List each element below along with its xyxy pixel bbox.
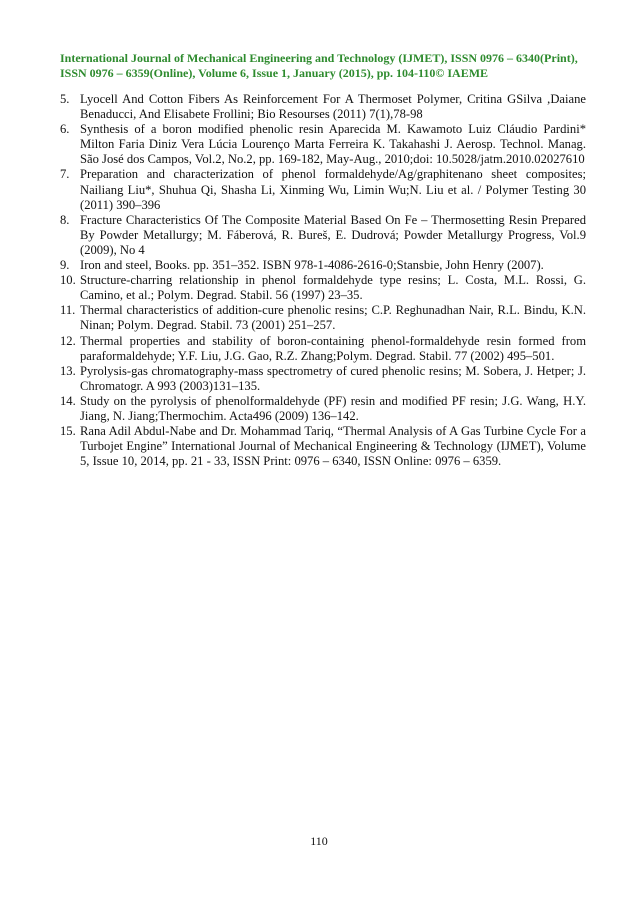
reference-item [60, 213, 586, 258]
reference-number: 10. [60, 273, 76, 288]
reference-text: Fracture Characteristics Of The Composite Material Based On Fe – Thermosetting Resin Prepared By Powder Metallurgy; M. Fáberová, R. Bureš, E. Dudrová; Powder Metallurgy Progress, Vol.9 (2009), No 4 [80, 212, 586, 257]
reference-text: Structure-charring relationship in phenol formaldehyde type resins; L. Costa, M.L. Rossi, G. Camino, et al.; Polym. Degrad. Stabil. 56 (1997) 23–35. [80, 273, 586, 303]
reference-number: 13. [60, 363, 76, 378]
journal-header-line-2: ISSN 0976 – 6359(Online), Volume 6, Issue 1, January (2015), pp. 104-110© IAEME [60, 66, 489, 80]
reference-list [60, 92, 586, 469]
reference-text: Lyocell And Cotton Fibers As Reinforcement For A Thermoset Polymer, Critina GSilva ,Daiane Benaducci, And Elisabete Frollini; Bio Resourses (2011) 7(1),78-98 [80, 92, 586, 122]
reference-text: Thermal properties and stability of boron-containing phenol-formaldehyde resin formed from paraformaldehyde; Y.F. Liu, J.G. Gao, R.Z. Zhang;Polym. Degrad. Stabil. 77 (2002) 495–501. [80, 333, 586, 363]
journal-header-line-1: International Journal of Mechanical Engineering and Technology (IJMET), ISSN 0976 – 6340(Print), [60, 51, 578, 65]
reference-item [60, 273, 586, 303]
reference-item [60, 258, 586, 273]
reference-number: 6. [60, 122, 70, 137]
reference-item [60, 424, 586, 469]
journal-header [60, 51, 586, 81]
reference-number: 15. [60, 424, 76, 439]
reference-number: 5. [60, 92, 70, 106]
reference-number: 11. [60, 303, 76, 318]
reference-number: 8. [60, 212, 70, 227]
page-number: 110 [310, 834, 328, 848]
reference-item [60, 122, 586, 167]
reference-text: Rana Adil Abdul-Nabe and Dr. Mohammad Tariq, “Thermal Analysis of A Gas Turbine Cycle For a Turbojet Engine” International Journal of Mechanical Engineering & Technology (IJMET), Volume 5, Issue 10, 2014, pp. 21 - 33, ISSN Print: 0976 – 6340, ISSN Online: 0976 – 6359. [80, 424, 586, 469]
reference-number: 7. [60, 167, 70, 182]
reference-item [60, 364, 586, 394]
reference-item [60, 92, 586, 122]
reference-number: 12. [60, 333, 76, 348]
reference-text: Study on the pyrolysis of phenolformaldehyde (PF) resin and modified PF resin; J.G. Wang, H.Y. Jiang, N. Jiang;Thermochim. Acta496 (2009) 136–142. [80, 393, 586, 423]
reference-number: 9. [60, 258, 70, 273]
reference-item [60, 167, 586, 212]
reference-text: Thermal characteristics of addition-cure phenolic resins; C.P. Reghunadhan Nair, R.L. Bindu, K.N. Ninan; Polym. Degrad. Stabil. 73 (2001) 251–257. [80, 303, 586, 333]
reference-text: Preparation and characterization of phenol formaldehyde/Ag/graphitenano sheet composites; Nailiang Liu*, Shuhua Qi, Shasha Li, Xinming Wu, Limin Wu;N. Liu et al. / Polymer Testing 30 (2011) 390–396 [80, 167, 586, 212]
reference-text: Pyrolysis-gas chromatography-mass spectrometry of cured phenolic resins; M. Sobera, J. Hetper; J. Chromatogr. A 993 (2003)131–135. [80, 363, 586, 393]
reference-item [60, 334, 586, 364]
reference-text: Synthesis of a boron modified phenolic resin Aparecida M. Kawamoto Luiz Cláudio Pardini* Milton Faria Diniz Vera Lúcia Lourenço Marta Ferreira K. Takahashi J. Aerosp. Technol. Manag. São José dos Campos, Vol.2, No.2, pp. 169-182, May-Aug., 2010;doi: 10.5028/jatm.2010.02027610 [80, 122, 586, 167]
reference-number: 14. [60, 393, 76, 408]
reference-item [60, 394, 586, 424]
reference-item [60, 303, 586, 333]
reference-text: Iron and steel, Books. pp. 351–352. ISBN 978-1-4086-2616-0;Stansbie, John Henry (2007). [80, 258, 544, 273]
